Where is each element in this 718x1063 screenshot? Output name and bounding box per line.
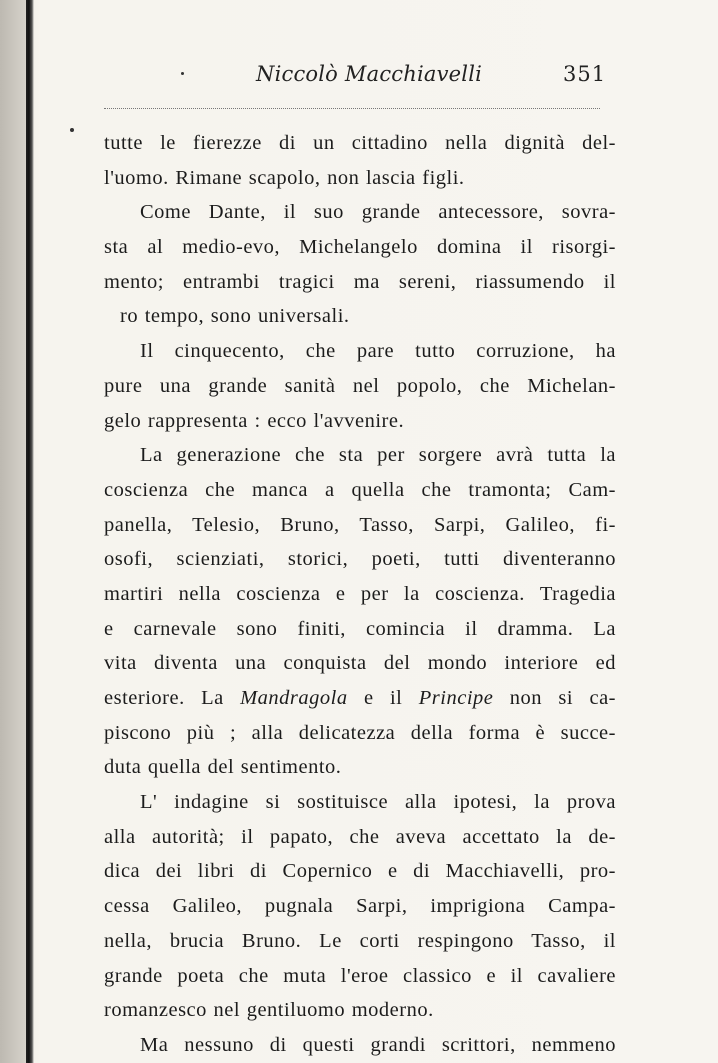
text-line: Come Dante, il suo grande antecessore, sovra- [140, 201, 616, 224]
text-line: panella, Telesio, Bruno, Tasso, Sarpi, Galileo, fi- [104, 513, 616, 536]
margin-speck [70, 128, 74, 132]
text-line: gelo rappresenta : ecco l'avvenire. [104, 409, 405, 432]
text-line: ro tempo, sono universali. [120, 305, 350, 328]
text-line: coscienza che manca a quella che tramonta; Cam- [104, 478, 616, 501]
page-number: 351 [563, 62, 607, 86]
binding-edge [26, 0, 34, 1063]
text-line: cessa Galileo, pugnala Sarpi, imprigiona Campa- [104, 895, 616, 918]
text-line: martiri nella coscienza e per la coscienza. Tragedia [104, 582, 616, 605]
text-line-with-titles [104, 681, 616, 716]
running-title: Niccolò Macchiavelli [256, 62, 483, 86]
text-line: osofi, scienziati, storici, poeti, tutti diventeranno [104, 548, 616, 571]
text-line: piscono più ; alla delicatezza della forma è succe- [104, 721, 616, 744]
text-line: vita diventa una conquista del mondo interiore ed [104, 652, 616, 675]
margin-speck [181, 72, 184, 75]
text-line: Ma nessuno di questi grandi scrittori, nemmeno [140, 1033, 616, 1056]
page-header [0, 58, 718, 98]
line-prefix: esteriore. La [104, 687, 224, 709]
text-line: pure una grande sanità nel popolo, che Michelan- [104, 374, 616, 397]
title-principe: Principe [418, 687, 494, 709]
binding-shadow [0, 0, 28, 1063]
text-line: l'uomo. Rimane scapolo, non lascia figli. [104, 166, 465, 189]
body-text [104, 126, 616, 1063]
text-line: dica dei libri di Copernico e di Macchiavelli, pro- [104, 860, 616, 883]
text-line: Il cinquecento, che pare tutto corruzione, ha [140, 340, 616, 363]
header-divider [104, 108, 600, 109]
text-line: duta quella del sentimento. [104, 756, 342, 779]
text-line: L' indagine si sostituisce alla ipotesi, la prova [140, 791, 616, 814]
title-mandragola: Mandragola [240, 687, 348, 709]
text-line: romanzesco nel gentiluomo moderno. [104, 999, 434, 1022]
text-line: La generazione che sta per sorgere avrà tutta la [140, 444, 616, 467]
text-line: grande poeta che muta l'eroe classico e il cavaliere [104, 964, 616, 987]
text-line: mento; entrambi tragici ma sereni, riassumendo il [104, 270, 616, 293]
text-line: alla autorità; il papato, che aveva accettato la de- [104, 825, 616, 848]
text-line: tutte le fierezze di un cittadino nella dignità del- [104, 132, 616, 154]
text-line: e carnevale sono finiti, comincia il dramma. La [104, 617, 616, 640]
line-middle: e il [364, 687, 403, 709]
line-suffix: non si ca- [509, 687, 616, 709]
text-line: sta al medio-evo, Michelangelo domina il risorgi- [104, 236, 616, 259]
text-line: nella, brucia Bruno. Le corti respingono Tasso, il [104, 929, 616, 952]
